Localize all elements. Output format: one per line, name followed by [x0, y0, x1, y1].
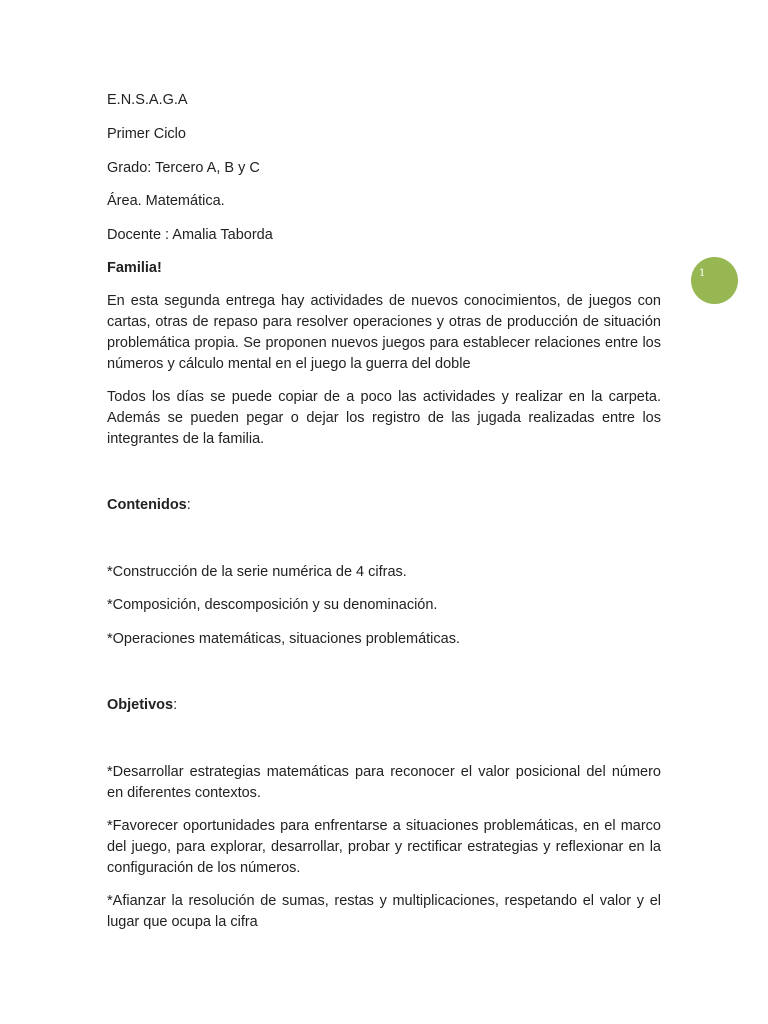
- contents-item: *Composición, descomposición y su denominación.: [107, 597, 438, 613]
- intro-paragraph-2: Todos los días se puede copiar de a poco las actividades y realizar en la carpeta. Además se pueden pegar o dejar los registro de las jugada realizadas entre los integrantes de la familia.: [107, 389, 661, 447]
- document-body: [107, 90, 661, 933]
- area-line: Área. Matemática.: [107, 193, 225, 209]
- objectives-item: *Desarrollar estrategias matemáticas para reconocer el valor posicional del número en diferentes contextos.: [107, 764, 661, 801]
- contents-item: *Construcción de la serie numérica de 4 cifras.: [107, 564, 407, 580]
- contents-heading-colon: :: [186, 497, 191, 513]
- cycle-line: Primer Ciclo: [107, 126, 186, 142]
- grade-line: Grado: Tercero A, B y C: [107, 160, 260, 176]
- objectives-heading-line: [107, 695, 661, 716]
- objectives-heading-colon: :: [173, 697, 178, 713]
- objectives-heading: Objetivos: [107, 697, 174, 713]
- page-number-badge: [691, 257, 738, 304]
- objectives-item: *Afianzar la resolución de sumas, restas y multiplicaciones, respetando el valor y el lugar que ocupa la cifra: [107, 893, 661, 930]
- page-number: 1: [699, 268, 706, 279]
- school-name: E.N.S.A.G.A: [107, 92, 188, 108]
- contents-item: *Operaciones matemáticas, situaciones problemáticas.: [107, 631, 460, 647]
- teacher-line: Docente : Amalia Taborda: [107, 227, 273, 243]
- objectives-item: *Favorecer oportunidades para enfrentarse a situaciones problemáticas, en el marco del juego, para explorar, desarrollar, probar y rectificar estrategias y reflexionar en la configuración de los números.: [107, 818, 661, 876]
- greeting: Familia!: [107, 260, 162, 276]
- contents-heading-line: [107, 495, 661, 516]
- contents-heading: Contenidos: [107, 497, 187, 513]
- intro-paragraph-1: En esta segunda entrega hay actividades de nuevos conocimientos, de juegos con cartas, otras de repaso para resolver operaciones y otras de producción de situación problemática propia. Se proponen nuevos juegos para establecer relaciones entre los números y cálculo mental en el juego la guerra del doble: [107, 293, 661, 372]
